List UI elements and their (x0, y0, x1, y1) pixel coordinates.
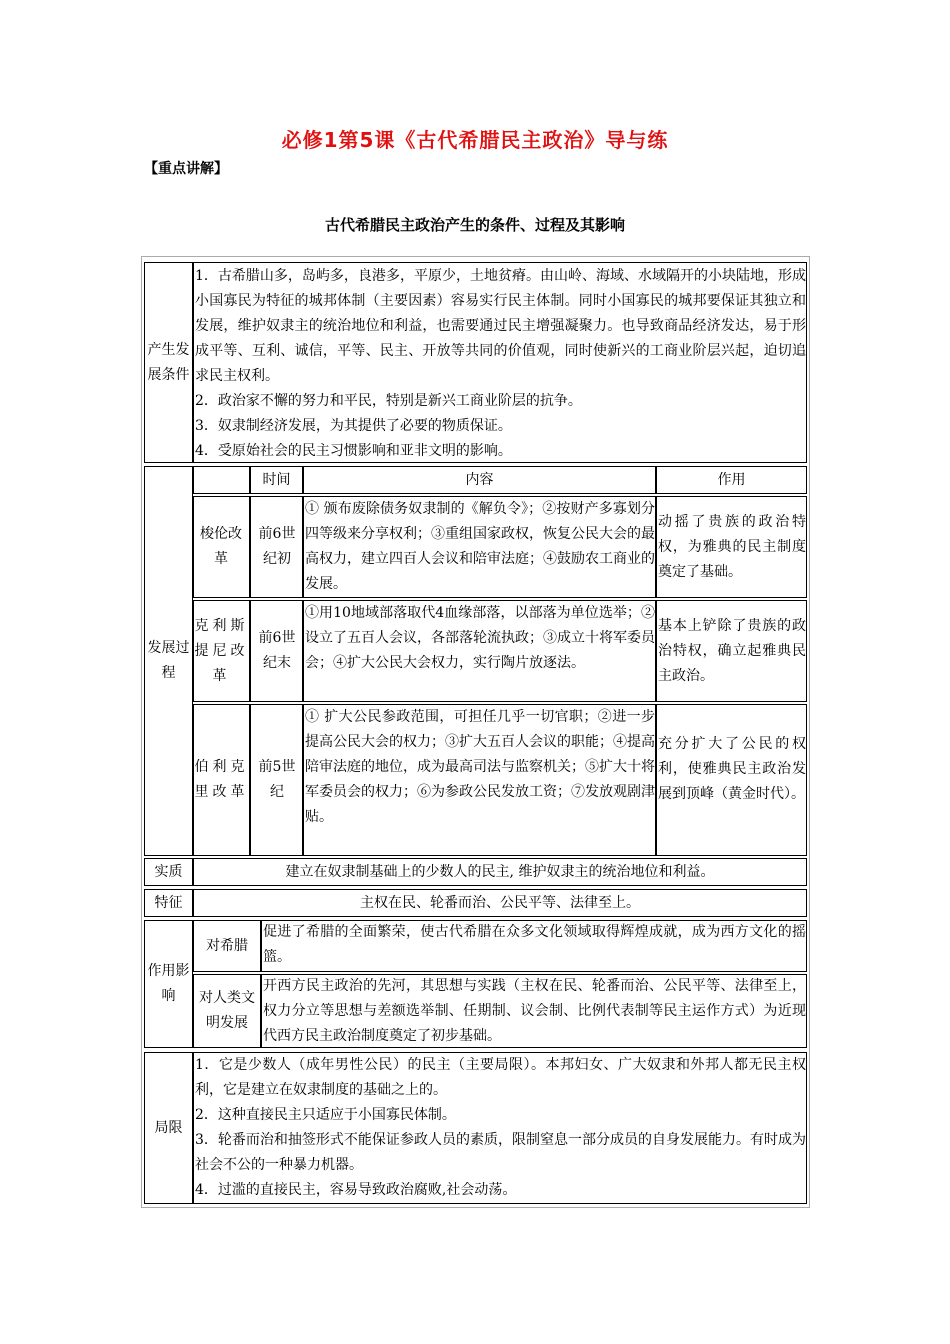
reform-content: ① 扩大公民参政范围，可担任几乎一切官职；②进一步提高公民大会的权力；③扩大五百人会议的职能；④提高陪审法庭的地位，成为最高司法与监察机关；⑤扩大十将军委员会的权力；⑥为参政公民发放工资；⑦发放观剧津贴。 (305, 709, 655, 825)
table-subtitle: 古代希腊民主政治产生的条件、过程及其影响 (324, 216, 625, 234)
conditions-item: 3．奴隶制经济发展，为其提供了必要的物质保证。 (195, 418, 512, 434)
reform-content: ① 颁布废除债务奴隶制的《解负令》；②按财产多寡划分四等级来分享权利；③重组国家政权，恢复公民大会的最高权力，建立四百人会议和陪审法庭；④鼓励农工商业的发展。 (305, 501, 655, 592)
reform-name: 伯利克里改革 (194, 759, 249, 800)
reform-time: 前5世纪 (258, 759, 296, 800)
process-header-time: 时间 (262, 471, 291, 488)
reform-name: 梭伦改革 (200, 526, 242, 567)
limits-label: 局限 (154, 1119, 183, 1136)
features-text: 主权在民、轮番而治、公民平等、法律至上。 (360, 894, 640, 911)
reform-effect: 动摇了贵族的政治特权，为雅典的民主制度奠定了基础。 (658, 514, 806, 580)
page-title: 必修1第5课《古代希腊民主政治》导与练 (281, 128, 669, 152)
influence-name: 对人类文明发展 (199, 990, 255, 1031)
essence-label: 实质 (154, 863, 183, 880)
essence-text: 建立在奴隶制基础上的少数人的民主, 维护奴隶主的统治地位和利益。 (285, 863, 715, 880)
conditions-item: 1．古希腊山多，岛屿多，良港多，平原少，土地贫瘠。由山岭、海域、水域隔开的小块陆地，形成小国寡民为特征的城邦体制（主要因素）容易实行民主体制。同时小国寡民的城邦要保证其独立和发展，维护奴隶主的统治地位和利益，也需要通过民主增强凝聚力。也导致商品经济发达，易于形成平等、互利、诚信，平等、民主、开放等共同的价值观，同时使新兴的工商业阶层兴起，迫切追求民主权利。 (195, 268, 806, 384)
influence-text: 促进了希腊的全面繁荣，使古代希腊在众多文化领域取得辉煌成就，成为西方文化的摇篮。 (263, 924, 806, 965)
limits-item: 3．轮番而治和抽签形式不能保证参政人员的素质，限制窒息一部分成员的自身发展能力。有时成为社会不公的一种暴力机器。 (195, 1132, 806, 1173)
process-label: 发展过程 (147, 640, 190, 681)
limits-item: 1．它是少数人（成年男性公民）的民主（主要局限）。本邦妇女、广大奴隶和外邦人都无民主权利，它是建立在奴隶制度的基础之上的。 (195, 1057, 806, 1098)
reform-name: 克利斯提尼改革 (194, 617, 249, 684)
influence-label: 作用影响 (147, 963, 190, 1004)
reform-effect: 基本上铲除了贵族的政治特权，确立起雅典民主政治。 (658, 618, 806, 684)
reform-time: 前6世纪初 (258, 526, 296, 567)
influence-name: 对希腊 (206, 937, 248, 954)
conditions-item: 4．受原始社会的民主习惯影响和亚非文明的影响。 (195, 443, 512, 459)
process-header-effect: 作用 (717, 471, 746, 488)
process-header-empty (193, 466, 250, 494)
reform-content: ①用10地域部落取代4血缘部落，以部落为单位选举；②设立了五百人会议，各部落轮流执政；③成立十将军委员会；④扩大公民大会权力，实行陶片放逐法。 (305, 605, 655, 671)
features-label: 特征 (154, 894, 183, 911)
limits-item: 4．过滥的直接民主，容易导致政治腐败,社会动荡。 (195, 1182, 517, 1198)
conditions-item: 2．政治家不懈的努力和平民，特别是新兴工商业阶层的抗争。 (195, 393, 582, 409)
reform-time: 前6世纪末 (258, 630, 296, 671)
conditions-content (194, 264, 807, 462)
process-header-content: 内容 (465, 471, 494, 488)
section-label: 【重点讲解】 (144, 161, 228, 177)
influence-text: 开西方民主政治的先河，其思想与实践（主权在民、轮番而治、公民平等、法律至上，权力分立等思想与差额选举制、任期制、议会制、比例代表制等民主运作方式）为近现代西方民主政治制度奠定了初步基础。 (263, 978, 806, 1044)
reform-effect: 充分扩大了公民的权利，使雅典民主政治发展到顶峰（黄金时代）。 (658, 736, 806, 802)
conditions-label: 产生发展条件 (147, 341, 190, 383)
limits-item: 2．这种直接民主只适应于小国寡民体制。 (195, 1107, 456, 1123)
limits-content (194, 1053, 807, 1203)
